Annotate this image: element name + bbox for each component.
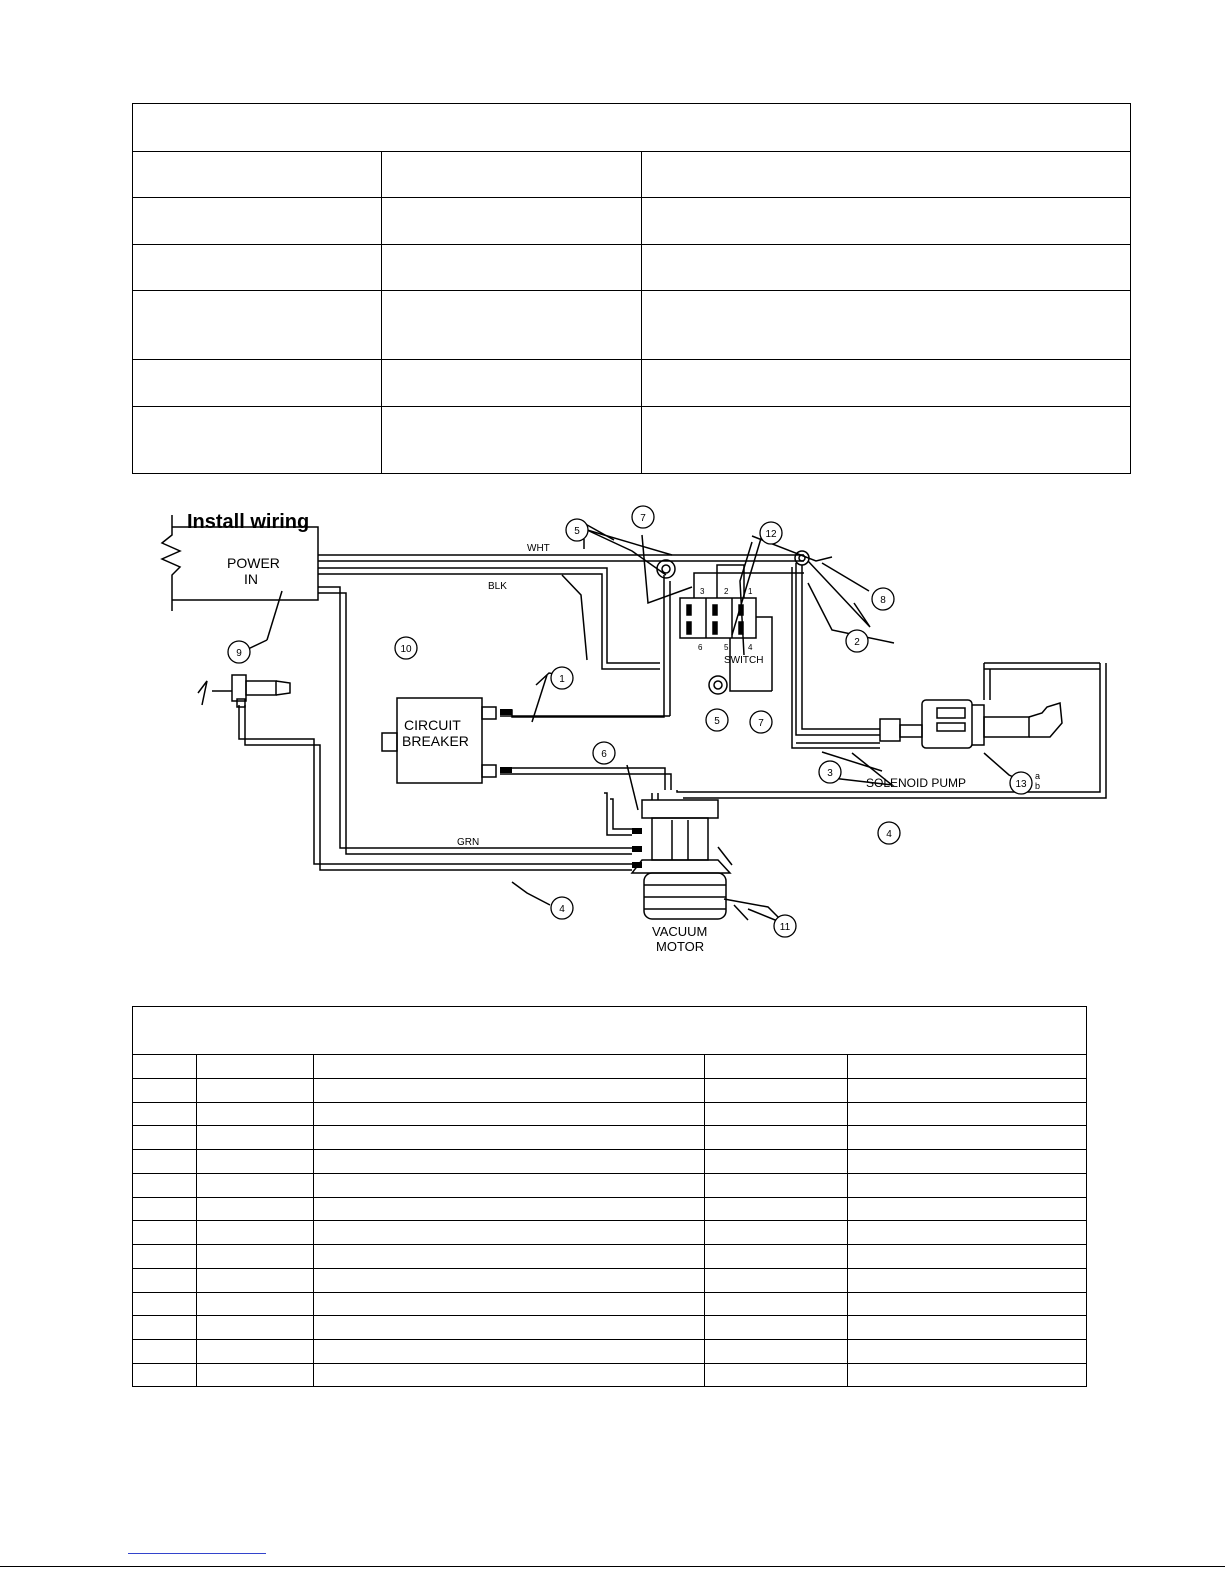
screw-post xyxy=(709,676,727,694)
table-row xyxy=(133,406,1130,407)
callout-8: 8 xyxy=(880,595,886,606)
callout-6: 6 xyxy=(601,749,607,760)
power-in-label-line1: POWER xyxy=(227,555,280,571)
breaker-terminal xyxy=(482,707,496,719)
callout-9: 9 xyxy=(236,648,242,659)
callout-13-suffix-a: a xyxy=(1035,771,1041,781)
table-row xyxy=(133,1125,1086,1126)
table-column-divider xyxy=(847,1055,848,1386)
callout-7-top: 7 xyxy=(640,513,646,524)
table-row xyxy=(133,151,1130,152)
switch-terminal-3: 3 xyxy=(700,587,705,596)
callout-7-bottom: 7 xyxy=(758,718,764,729)
solenoid-pump-label: SOLENOID PUMP xyxy=(866,776,967,790)
wire-green xyxy=(318,587,632,854)
pump-frame xyxy=(984,663,1100,669)
callout-5-top: 5 xyxy=(574,526,580,537)
probe-element xyxy=(198,675,290,707)
callout-5-bottom: 5 xyxy=(714,716,720,727)
switch-terminal-2: 2 xyxy=(724,587,729,596)
footer-link-underline[interactable] xyxy=(128,1553,266,1554)
table-column-divider xyxy=(641,152,642,473)
switch-terminal-1: 1 xyxy=(748,587,753,596)
vacuum-motor-label-line1: VACUUM xyxy=(652,924,708,939)
table-row xyxy=(133,1292,1086,1293)
table-row xyxy=(133,244,1130,245)
callout-13: 13 xyxy=(1015,779,1027,790)
table-row xyxy=(133,1339,1086,1340)
wire-2 xyxy=(796,563,880,735)
table-column-divider xyxy=(704,1055,705,1386)
wire-label-black: BLK xyxy=(488,581,507,592)
table-row xyxy=(133,1315,1086,1316)
breaker-terminal xyxy=(482,765,496,777)
wire-3 xyxy=(792,567,880,748)
footer-rule xyxy=(0,1566,1225,1567)
table-row xyxy=(133,1363,1086,1364)
screw-post xyxy=(657,560,675,578)
parts-table xyxy=(132,1006,1087,1387)
top-table xyxy=(132,103,1131,474)
callout-11: 11 xyxy=(779,922,791,933)
table-row xyxy=(133,1197,1086,1198)
wire-white xyxy=(318,555,804,561)
switch-terminal-5: 5 xyxy=(724,643,729,652)
callout-3: 3 xyxy=(827,768,833,779)
table-row xyxy=(133,1149,1086,1150)
table-row xyxy=(133,1173,1086,1174)
table-row xyxy=(133,1268,1086,1269)
breaker-reset-button xyxy=(382,733,397,751)
wire-label-green: GRN xyxy=(457,837,480,848)
wiring-diagram xyxy=(132,495,1132,965)
vacuum-motor-label-line2: MOTOR xyxy=(656,939,705,954)
table-row xyxy=(133,1244,1086,1245)
circuit-breaker-label-line1: CIRCUIT xyxy=(404,717,461,733)
table-row xyxy=(133,1078,1086,1079)
table-column-divider xyxy=(313,1055,314,1386)
table-row xyxy=(133,359,1130,360)
circuit-breaker-label-line2: BREAKER xyxy=(402,733,469,749)
callout-2: 2 xyxy=(854,637,860,648)
switch-terminal-6: 6 xyxy=(698,643,703,652)
callout-1: 1 xyxy=(559,674,565,685)
break-line-icon xyxy=(162,515,180,611)
table-row xyxy=(133,1054,1086,1055)
table-column-divider xyxy=(381,152,382,473)
diagram-title: Install wiring xyxy=(187,511,310,533)
table-column-divider xyxy=(196,1055,197,1386)
callout-13-suffix-b: b xyxy=(1035,781,1041,791)
switch-terminal-4: 4 xyxy=(748,643,753,652)
callout-4-right: 4 xyxy=(886,829,892,840)
table-row xyxy=(133,1220,1086,1221)
callout-4-left: 4 xyxy=(559,904,565,915)
callout-12: 12 xyxy=(765,529,777,540)
wire-breaker-motor xyxy=(500,768,671,790)
callout-10: 10 xyxy=(400,644,412,655)
solenoid-pump xyxy=(880,700,1062,748)
vacuum-motor xyxy=(632,800,730,919)
power-in-label-line2: IN xyxy=(244,571,258,587)
switch-label: SWITCH xyxy=(724,655,764,666)
table-row xyxy=(133,197,1130,198)
table-row xyxy=(133,1102,1086,1103)
wire-label-white: WHT xyxy=(527,543,550,554)
table-row xyxy=(133,290,1130,291)
